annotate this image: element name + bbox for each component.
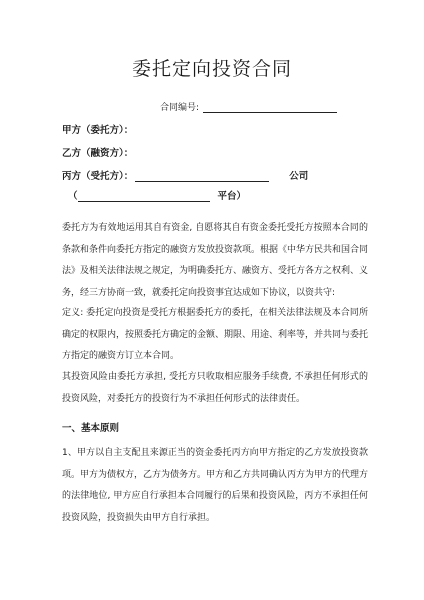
contract-number-label: 合同编号: <box>160 103 200 113</box>
document-title: 委托定向投资合同 <box>131 58 292 80</box>
contract-number-blank <box>203 102 337 113</box>
platform-line <box>68 188 246 202</box>
platform-open: （ <box>68 191 78 202</box>
party-a-label: 甲方（委托方）： <box>62 125 134 136</box>
platform-blank <box>78 191 210 202</box>
party-c-line <box>62 168 308 182</box>
platform-suffix: 平台） <box>217 191 247 202</box>
risk-paragraph: 其投资风险由委托方承担, 受托方只收取相应服务手续费, 不承担任何形式的投资风险，对委托方的投资行为不承担任何形式的法律责任。 <box>62 372 368 404</box>
section-paragraph: 1、甲方以自主支配且来源正当的资金委托丙方向甲方指定的乙方发放投资款项。甲方为债权方，乙方为债务方。甲方和乙方共同确认丙方为甲方的代理方的法律地位, 甲方应自行承担本合同履行的后果和投资风险，丙方不承担任何投资风险，投资损失由甲方自行承担。 <box>62 448 369 523</box>
party-c-blank <box>135 171 269 182</box>
definition-paragraph: 定义: 委托定向投资是受托方根据委托方的委托，在相关法律法规及本合同所确定的权限内，按照委托方确定的金额、期限、用途、利率等，并共同与委托方指定的融资方订立本合同。 <box>62 308 369 361</box>
intro-paragraph: 委托方为有效地运用其自有资金, 自愿将其自有资金委托受托方按照本合同的条款和条件向委托方指定的融资方发放投资款项。根据《中华方民共和国合同法》及相关法律法规之规定，为明确委托方、融资方、受托方各方之权利、义务，经三方协商一致，就委托定向投资事宜达成如下协议，以资共守: <box>62 223 369 298</box>
party-c-label: 丙方（受托方）： <box>62 171 134 182</box>
party-b-label: 乙方（融资方）： <box>62 148 134 159</box>
party-a-line <box>62 122 133 136</box>
party-c-suffix: 公司 <box>289 171 309 182</box>
contract-number-line <box>160 100 337 113</box>
party-b-line <box>62 145 133 159</box>
section-heading: 一、基本原则 <box>62 423 120 434</box>
